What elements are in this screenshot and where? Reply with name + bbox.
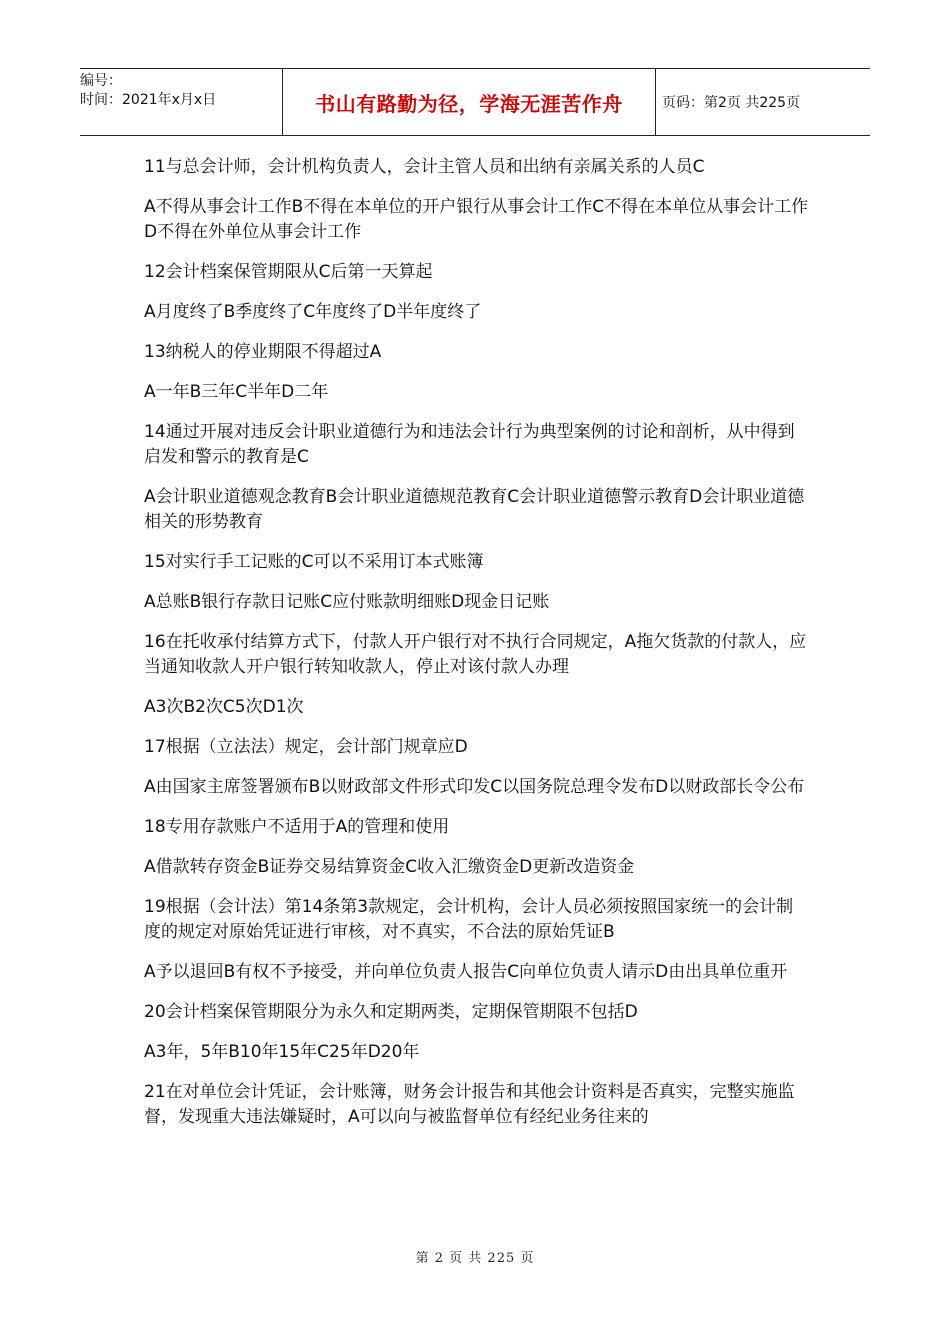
options-paragraph: A不得从事会计工作B不得在本单位的开户银行从事会计工作C不得在本单位从事会计工作D不得在外单位从事会计工作 (144, 197, 809, 242)
options-paragraph: A由国家主席签署颁布B以财政部文件形式印发C以国务院总理令发布D以财政部长令公布 (144, 777, 805, 797)
options-paragraph: A月度终了B季度终了C年度终了D半年度终了 (144, 302, 482, 322)
document-number-label: 编号： (80, 73, 122, 89)
question-paragraph: 18专用存款账户不适用于A的管理和使用 (144, 817, 450, 837)
options-paragraph: A3年，5年B10年15年C25年D20年 (144, 1042, 420, 1062)
question-paragraph: 11与总会计师，会计机构负责人，会计主管人员和出纳有亲属关系的人员C (144, 157, 705, 177)
header-left-cell (80, 69, 282, 135)
question-paragraph: 14通过开展对违反会计职业道德行为和违法会计行为典型案例的讨论和剖析，从中得到启发和警示的教育是C (144, 422, 795, 467)
header-motto: 书山有路勤为径，学海无涯苦作舟 (315, 91, 623, 116)
question-paragraph: 15对实行手工记账的C可以不采用订本式账簿 (144, 552, 484, 572)
options-paragraph: A予以退回B有权不予接受，并向单位负责人报告C向单位负责人请示D由出具单位重开 (144, 962, 788, 982)
header-page-info: 页码：第2页 共225页 (662, 95, 801, 111)
question-paragraph: 17根据（立法法）规定，会计部门规章应D (144, 737, 468, 757)
page-header (80, 68, 870, 136)
question-paragraph: 19根据（会计法）第14条第3款规定，会计机构，会计人员必须按照国家统一的会计制度的规定对原始凭证进行审核，对不真实，不合法的原始凭证B (144, 897, 794, 942)
options-paragraph: A3次B2次C5次D1次 (144, 697, 304, 717)
question-paragraph: 21在对单位会计凭证，会计账簿，财务会计报告和其他会计资料是否真实，完整实施监督，发现重大违法嫌疑时，A可以向与被监督单位有经纪业务往来的 (144, 1082, 795, 1127)
options-paragraph: A一年B三年C半年D二年 (144, 382, 329, 402)
options-paragraph: A借款转存资金B证券交易结算资金C收入汇缴资金D更新改造资金 (144, 857, 635, 877)
question-paragraph: 12会计档案保管期限从C后第一天算起 (144, 262, 433, 282)
options-paragraph: A会计职业道德观念教育B会计职业道德规范教育C会计职业道德警示教育D会计职业道德相关的形势教育 (144, 487, 805, 532)
header-page-cell (656, 69, 870, 135)
document-time-label: 时间：2021年x月x日 (80, 92, 217, 108)
question-paragraph: 20会计档案保管期限分为永久和定期两类，定期保管期限不包括D (144, 1002, 638, 1022)
page-footer: 第 2 页 共 225 页 (415, 1251, 535, 1266)
document-body (144, 155, 809, 1145)
options-paragraph: A总账B银行存款日记账C应付账款明细账D现金日记账 (144, 592, 550, 612)
question-paragraph: 13纳税人的停业期限不得超过A (144, 342, 382, 362)
question-paragraph: 16在托收承付结算方式下，付款人开户银行对不执行合同规定，A拖欠货款的付款人，应当通知收款人开户银行转知收款人，停止对该付款人办理 (144, 632, 807, 677)
header-motto-cell (282, 69, 656, 135)
